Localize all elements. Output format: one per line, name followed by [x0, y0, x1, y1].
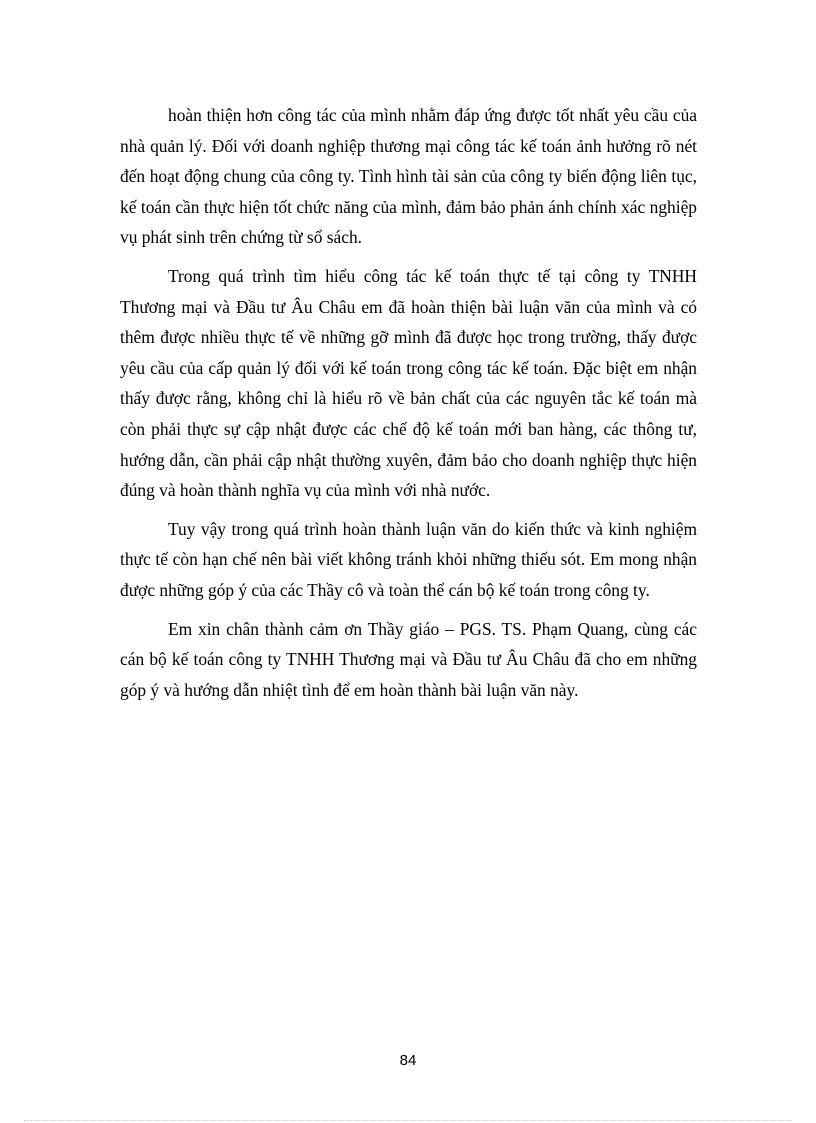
page-number: 84	[399, 1052, 417, 1069]
body-text	[120, 100, 697, 705]
paragraph-2: Trong quá trình tìm hiểu công tác kế toán thực tế tại công ty TNHH Thương mại và Đầu tư Âu Châu em đã hoàn thiện bài luận văn của mình và có thêm được nhiều thực tế về những gỡ mình đã được học trong trường, thấy được yêu cầu của cấp quản lý đối với kế toán trong công tác kế toán. Đặc biệt em nhận thấy được rằng, không chỉ là hiểu rõ về bản chất của các nguyên tắc kế toán mà còn phải thực sự cập nhật được các chế độ kế toán mới ban hàng, các thông tư, hướng dẫn, cần phải cập nhật thường xuyên, đảm bảo cho doanh nghiệp thực hiện đúng và hoàn thành nghĩa vụ của mình với nhà nước.	[120, 265, 697, 501]
page-bottom-divider	[24, 1120, 792, 1121]
paragraph-1: hoàn thiện hơn công tác của mình nhằm đáp ứng được tốt nhất yêu cầu của nhà quản lý. Đối với doanh nghiệp thương mại công tác kế toán ảnh hưởng rõ nét đến hoạt động chung của công ty. Tình hình tài sản của công ty biến động liên tục, kế toán cần thực hiện tốt chức năng của mình, đảm bảo phản ánh chính xác nghiệp vụ phát sinh trên chứng từ sổ sách.	[120, 105, 697, 248]
paragraph-3: Tuy vậy trong quá trình hoàn thành luận văn do kiến thức và kinh nghiệm thực tế còn hạn chế nên bài viết không tránh khỏi những thiếu sót. Em mong nhận được những góp ý của các Thầy cô và toàn thể cán bộ kế toán trong công ty.	[120, 518, 697, 600]
paragraph-4: Em xin chân thành cảm ơn Thầy giáo – PGS. TS. Phạm Quang, cùng các cán bộ kế toán công ty TNHH Thương mại và Đầu tư Âu Châu đã cho em những góp ý và hướng dẫn nhiệt tình để em hoàn thành bài luận văn này.	[120, 618, 697, 700]
